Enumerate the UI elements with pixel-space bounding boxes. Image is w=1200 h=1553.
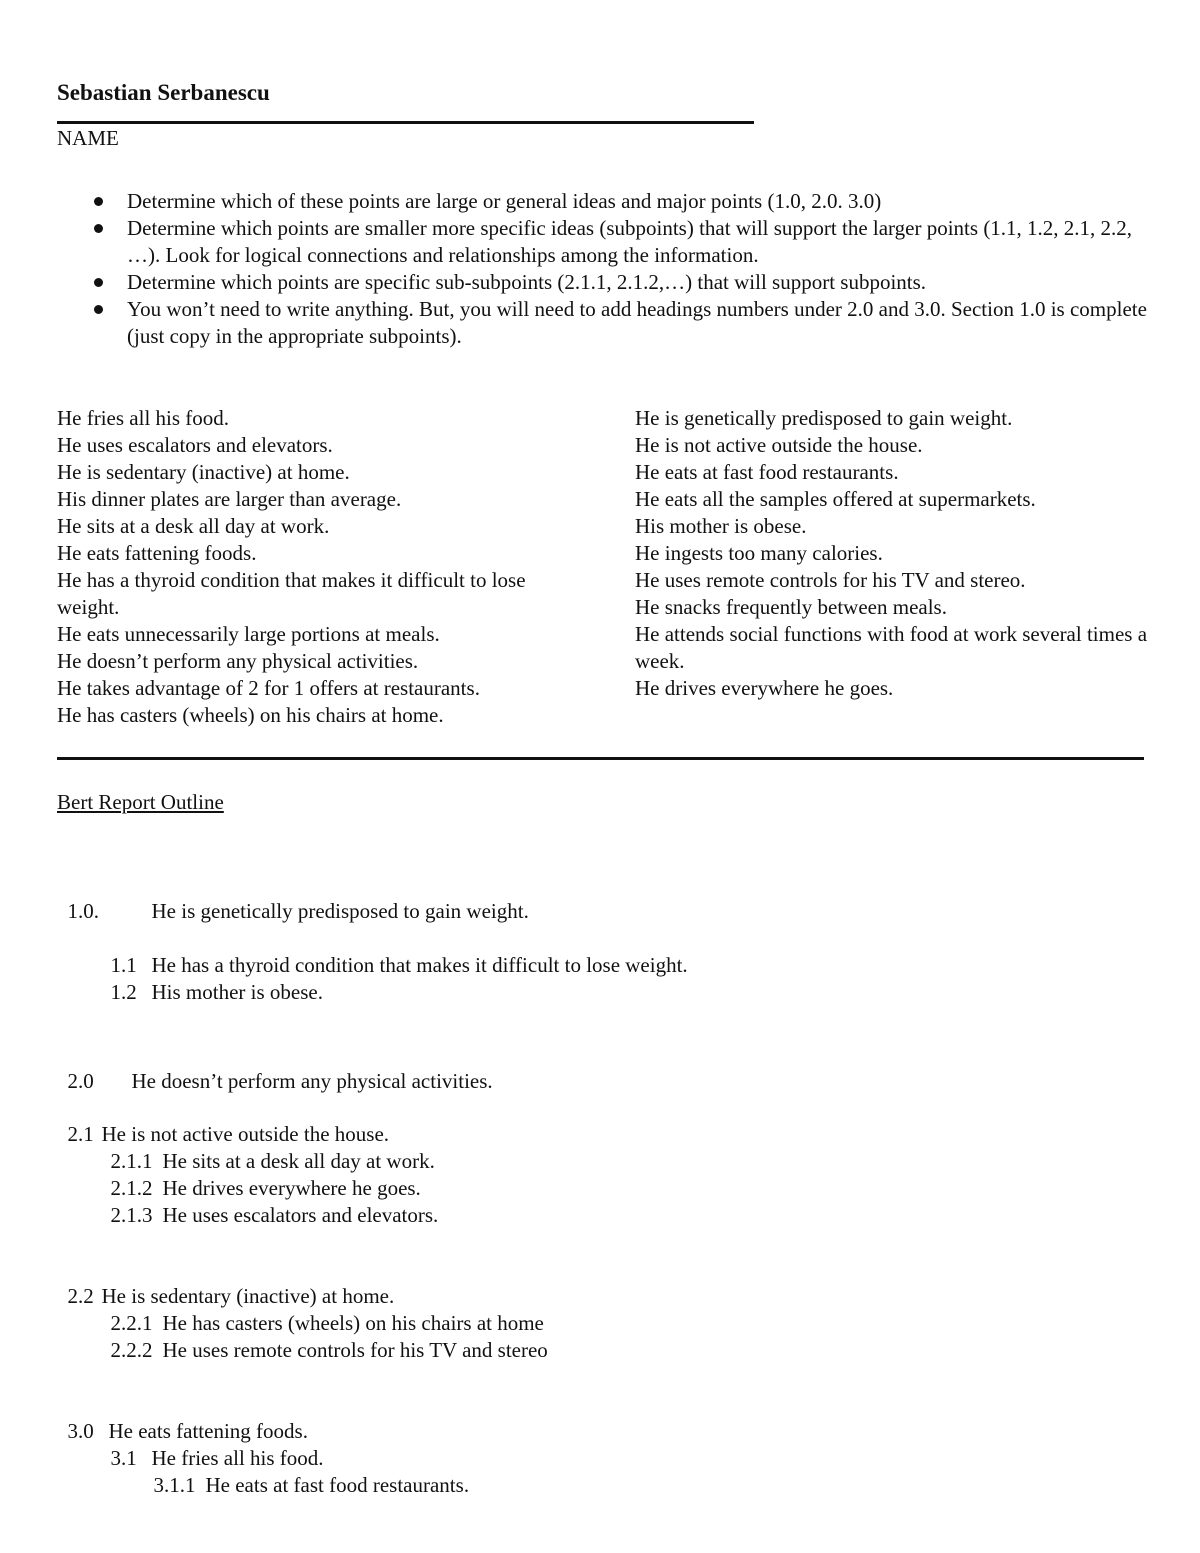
outline-title: Bert Report Outline: [57, 790, 224, 814]
name-label: NAME: [57, 126, 119, 150]
outline-text: He sits at a desk all day at work.: [162, 1149, 435, 1173]
outline-text: He uses remote controls for his TV and stereo: [162, 1338, 548, 1362]
bullet-icon: [94, 224, 103, 233]
point-item: He snacks frequently between meals.: [635, 595, 947, 619]
outline-number: 1.1: [110, 953, 137, 977]
name-underline: [57, 121, 754, 124]
point-item: He is sedentary (inactive) at home.: [57, 460, 350, 484]
outline-number: 2.1.1: [110, 1149, 153, 1173]
outline-number: 2.2.2: [110, 1338, 153, 1362]
outline-text: He is sedentary (inactive) at home.: [101, 1284, 395, 1308]
point-item: He uses escalators and elevators.: [57, 433, 333, 457]
section-divider: [57, 757, 1144, 760]
outline-number: 2.1.2: [110, 1176, 153, 1200]
outline-text: He is not active outside the house.: [101, 1122, 390, 1146]
outline-line: [100, 1175, 438, 1229]
point-item: He sits at a desk all day at work.: [57, 514, 330, 538]
outline-number: 2.2.1: [110, 1311, 153, 1335]
point-item: He takes advantage of 2 for 1 offers at restaurants.: [57, 676, 480, 700]
outline-number: 2.1: [67, 1122, 94, 1146]
outline-text: He eats at fast food restaurants.: [205, 1473, 470, 1497]
instruction-item: You won’t need to write anything. But, you will need to add headings numbers under 2.0 and 3.0. Section 1.0 is complete (just copy in the appropriate subpoints).: [90, 296, 1150, 350]
point-item: He attends social functions with food at work several times a week.: [635, 622, 1148, 673]
outline-line: [57, 1041, 493, 1095]
outline-number: 1.0.: [67, 899, 99, 923]
points-list-right: [635, 405, 1155, 702]
instruction-item: Determine which points are specific sub-subpoints (2.1.1, 2.1.2,…) that will support subpoints.: [90, 269, 1150, 296]
outline-text: He uses escalators and elevators.: [162, 1203, 439, 1227]
point-item: He eats all the samples offered at supermarkets.: [635, 487, 1036, 511]
point-item: He has casters (wheels) on his chairs at home.: [57, 703, 444, 727]
points-list-left: [57, 405, 577, 729]
outline-number: 2.1.3: [110, 1203, 153, 1227]
student-name: Sebastian Serbanescu: [57, 80, 270, 105]
outline-text: He has casters (wheels) on his chairs at home: [162, 1311, 544, 1335]
point-item: He ingests too many calories.: [635, 541, 883, 565]
outline-text: He is genetically predisposed to gain weight.: [151, 899, 529, 923]
outline-line: [143, 1445, 469, 1499]
point-item: His dinner plates are larger than average.: [57, 487, 402, 511]
outline-text: He has a thyroid condition that makes it difficult to lose weight.: [151, 953, 688, 977]
outline-text: His mother is obese.: [151, 980, 323, 1004]
bullet-icon: [94, 278, 103, 287]
outline-number: 2.0: [67, 1069, 94, 1093]
point-item: He eats unnecessarily large portions at meals.: [57, 622, 440, 646]
point-item: He doesn’t perform any physical activities.: [57, 649, 419, 673]
instruction-item: Determine which points are smaller more specific ideas (subpoints) that will support the larger points (1.1, 1.2, 2.1, 2.2, …). Look for logical connections and relationships among the information.: [90, 215, 1150, 269]
point-item: He drives everywhere he goes.: [635, 676, 894, 700]
outline-line: [100, 1310, 548, 1364]
outline-number: 3.0: [67, 1419, 94, 1443]
point-item: He eats fattening foods.: [57, 541, 257, 565]
point-item: He is not active outside the house.: [635, 433, 923, 457]
outline-line: [57, 871, 529, 925]
point-item: He is genetically predisposed to gain weight.: [635, 406, 1013, 430]
outline-number: 3.1: [110, 1446, 137, 1470]
point-item: He eats at fast food restaurants.: [635, 460, 899, 484]
bullet-icon: [94, 305, 103, 314]
outline-text: He fries all his food.: [151, 1446, 324, 1470]
instructions-list: [90, 188, 1150, 350]
outline-text: He doesn’t perform any physical activities.: [131, 1069, 493, 1093]
point-item: He uses remote controls for his TV and stereo.: [635, 568, 1026, 592]
point-item: He has a thyroid condition that makes it difficult to lose weight.: [57, 568, 526, 619]
bullet-icon: [94, 197, 103, 206]
outline-text: He drives everywhere he goes.: [162, 1176, 421, 1200]
outline-line: [100, 952, 323, 1006]
outline-number: 3.1.1: [153, 1473, 196, 1497]
outline-text: He eats fattening foods.: [108, 1419, 308, 1443]
instruction-item: Determine which of these points are large or general ideas and major points (1.0, 2.0. 3.0): [90, 188, 1150, 215]
outline-number: 1.2: [110, 980, 137, 1004]
outline-number: 2.2: [67, 1284, 94, 1308]
point-item: His mother is obese.: [635, 514, 807, 538]
point-item: He fries all his food.: [57, 406, 230, 430]
